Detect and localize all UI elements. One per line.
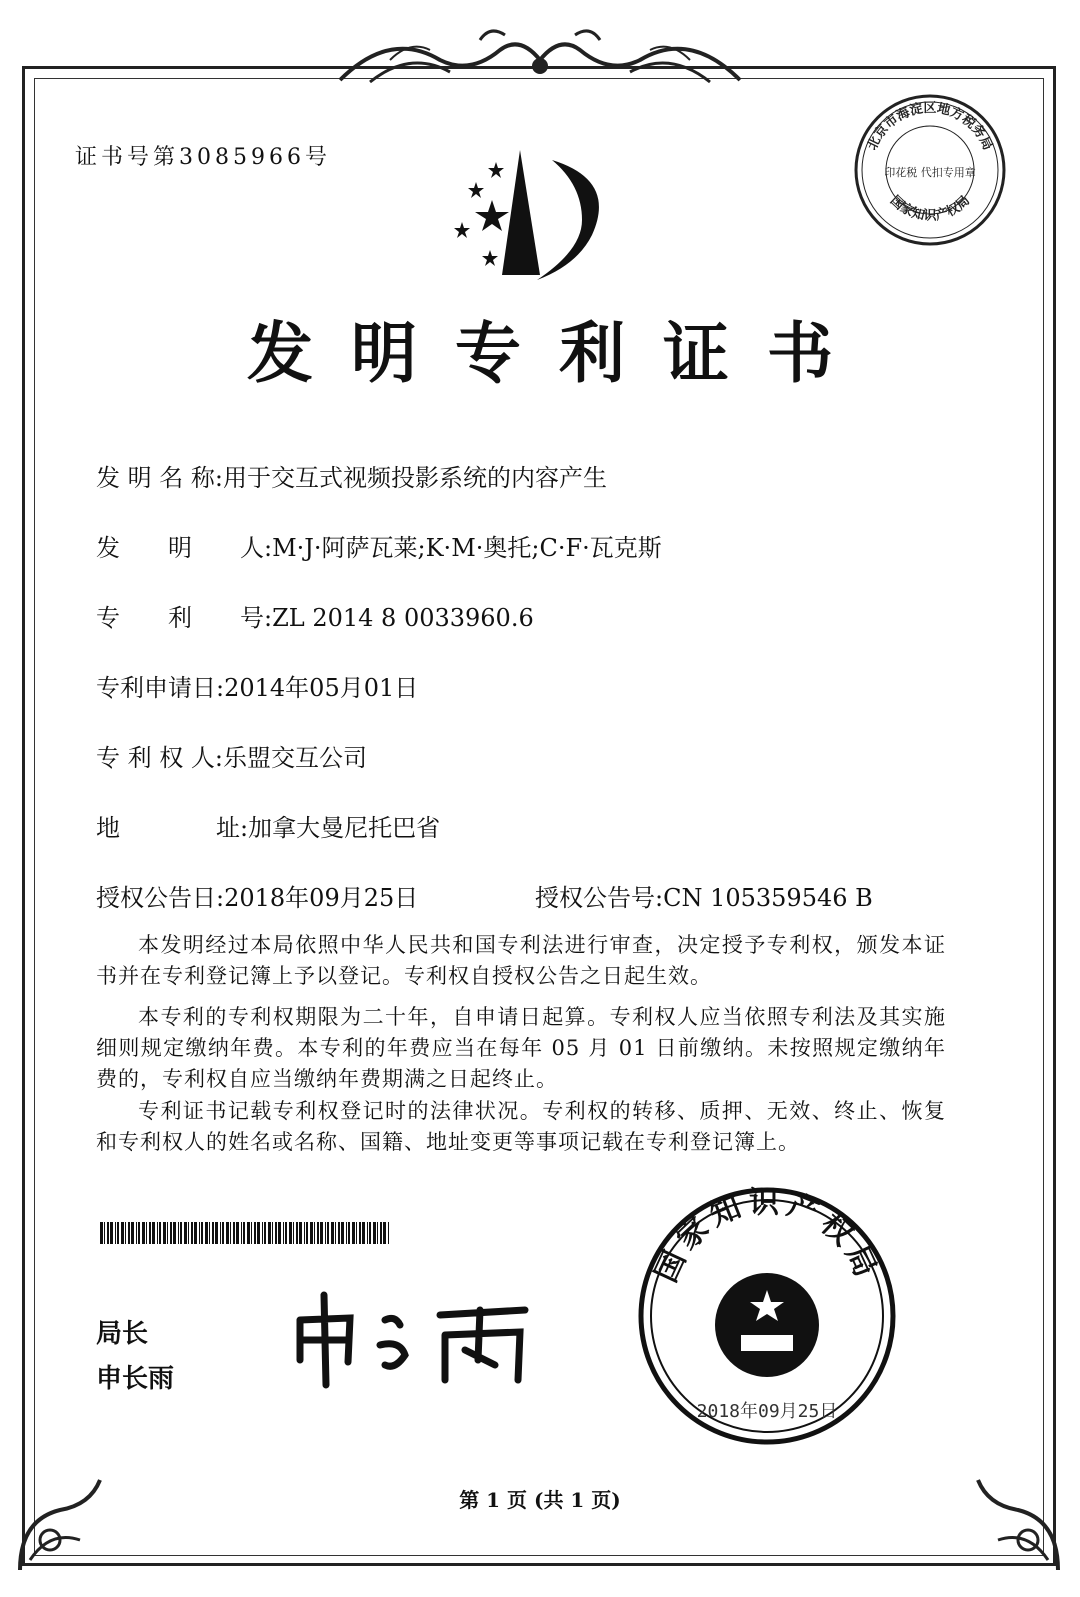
- barcode-bar: [346, 1222, 347, 1244]
- barcode-bar: [296, 1222, 298, 1244]
- office-official-seal: [636, 1185, 898, 1447]
- barcode-bar: [325, 1222, 326, 1244]
- director-signature: [280, 1280, 540, 1390]
- barcode-bar: [348, 1222, 350, 1244]
- barcode-bar: [209, 1222, 210, 1244]
- barcode-bar: [100, 1222, 103, 1244]
- barcode-bar: [283, 1222, 284, 1244]
- barcode-bar: [243, 1222, 245, 1244]
- patent-office-emblem-icon: [432, 140, 622, 290]
- barcode-bar: [310, 1222, 313, 1244]
- filing-date-row: [96, 668, 418, 703]
- grant-date-label: 授权公告日:: [96, 884, 225, 912]
- barcode-bar: [117, 1222, 119, 1244]
- barcode-bar: [173, 1222, 176, 1244]
- barcode-bar: [373, 1222, 376, 1244]
- tax-seal-bottom-text: 国家知识产权局: [886, 193, 974, 224]
- tax-stamp-seal: [850, 90, 1010, 250]
- barcode-bar: [278, 1222, 281, 1244]
- director-name: 申长雨: [96, 1364, 175, 1394]
- barcode: [100, 1222, 392, 1244]
- grant-date-value: 2018年09月25日: [224, 884, 419, 912]
- barcode-bar: [241, 1222, 242, 1244]
- invention-name-label: 发 明 名 称:: [96, 464, 223, 492]
- patent-number-label: 专 利 号:: [96, 604, 273, 632]
- address-row: [96, 808, 440, 843]
- barcode-bar: [222, 1222, 224, 1244]
- barcode-bar: [167, 1222, 168, 1244]
- patentee-value: 乐盟交互公司: [222, 744, 367, 772]
- barcode-bar: [110, 1222, 113, 1244]
- barcode-bar: [335, 1222, 336, 1244]
- barcode-bar: [380, 1222, 382, 1244]
- address-label: 地 址:: [96, 814, 249, 842]
- barcode-bar: [136, 1222, 137, 1244]
- barcode-bar: [199, 1222, 200, 1244]
- grant-date-row: [96, 878, 418, 913]
- address-value: 加拿大曼尼托巴省: [248, 814, 441, 842]
- patentee-label: 专 利 权 人:: [96, 744, 223, 772]
- tax-seal-center-text: 印花税 代扣专用章: [884, 166, 976, 179]
- barcode-bar: [289, 1222, 292, 1244]
- certificate-number: 证书号第3085966号: [75, 145, 331, 170]
- barcode-bar: [369, 1222, 371, 1244]
- barcode-bar: [247, 1222, 250, 1244]
- page-title: 发明专利证书: [247, 314, 871, 392]
- filing-date-label: 专利申请日:: [96, 674, 225, 702]
- patent-number-value: ZL 2014 8 0033960.6: [272, 604, 534, 632]
- barcode-bar: [226, 1222, 229, 1244]
- barcode-bar: [275, 1222, 277, 1244]
- inventor-label: 发 明 人:: [96, 534, 273, 562]
- barcode-bar: [236, 1222, 239, 1244]
- barcode-bar: [359, 1222, 361, 1244]
- barcode-bar: [184, 1222, 187, 1244]
- barcode-bar: [327, 1222, 329, 1244]
- barcode-bar: [254, 1222, 256, 1244]
- barcode-bar: [230, 1222, 231, 1244]
- barcode-bar: [170, 1222, 172, 1244]
- barcode-bar: [285, 1222, 287, 1244]
- barcode-bar: [157, 1222, 158, 1244]
- barcode-bar: [388, 1222, 389, 1244]
- barcode-bar: [152, 1222, 155, 1244]
- paragraph-term: 本专利的专利权期限为二十年，自申请日起算。专利权人应当依照专利法及其实施细则规定缴纳年费。本专利的年费应当在每年 05 月 01 日前缴纳。未按照规定缴纳年费的，专利权自应当缴纳年费期满之日起终止。: [96, 1005, 946, 1091]
- barcode-bar: [178, 1222, 179, 1244]
- barcode-bar: [362, 1222, 365, 1244]
- publication-number-row: [535, 878, 873, 913]
- barcode-bar: [320, 1222, 323, 1244]
- inventor-value: M·J·阿萨瓦莱;K·M·奥托;C·F·瓦克斯: [272, 534, 662, 562]
- page-number: 第 1 页 (共 1 页): [459, 1488, 621, 1512]
- invention-name-value: 用于交互式视频投影系统的内容产生: [222, 464, 607, 492]
- svg-text:国家知识产权局: [887, 192, 973, 223]
- seal-date-text: 2018年09月25日: [696, 1401, 838, 1422]
- barcode-bar: [377, 1222, 378, 1244]
- barcode-bar: [304, 1222, 305, 1244]
- inventor-row: [96, 528, 662, 563]
- barcode-bar: [262, 1222, 263, 1244]
- barcode-bar: [220, 1222, 221, 1244]
- barcode-bar: [306, 1222, 308, 1244]
- invention-name-row: [96, 458, 607, 493]
- barcode-bar: [356, 1222, 357, 1244]
- filing-date-value: 2014年05月01日: [224, 674, 419, 702]
- barcode-bar: [233, 1222, 235, 1244]
- barcode-bar: [367, 1222, 368, 1244]
- barcode-bar: [163, 1222, 166, 1244]
- barcode-bar: [115, 1222, 116, 1244]
- barcode-bar: [131, 1222, 134, 1244]
- barcode-bar: [159, 1222, 161, 1244]
- barcode-bar: [268, 1222, 271, 1244]
- barcode-bar: [201, 1222, 203, 1244]
- patent-number-row: [96, 598, 534, 633]
- barcode-bar: [331, 1222, 334, 1244]
- barcode-bar: [191, 1222, 193, 1244]
- barcode-bar: [215, 1222, 218, 1244]
- barcode-bar: [205, 1222, 208, 1244]
- barcode-bar: [125, 1222, 126, 1244]
- paragraph-legal-status: 专利证书记载专利权登记时的法律状况。专利权的转移、质押、无效、终止、恢复和专利权人的姓名或名称、国籍、地址变更等事项记载在专利登记簿上。: [96, 1099, 946, 1154]
- barcode-bar: [264, 1222, 266, 1244]
- barcode-bar: [317, 1222, 319, 1244]
- barcode-bar: [180, 1222, 182, 1244]
- barcode-bar: [314, 1222, 315, 1244]
- barcode-bar: [194, 1222, 197, 1244]
- publication-number-label: 授权公告号:: [535, 884, 664, 912]
- publication-number-value: CN 105359546 B: [663, 884, 873, 912]
- barcode-bar: [341, 1222, 344, 1244]
- barcode-bar: [104, 1222, 105, 1244]
- director-title: 局长: [96, 1319, 149, 1349]
- top-ornament: [330, 20, 750, 100]
- barcode-bar: [272, 1222, 273, 1244]
- barcode-bar: [149, 1222, 151, 1244]
- barcode-bar: [188, 1222, 189, 1244]
- barcode-bar: [293, 1222, 294, 1244]
- tax-seal-outer-text: 北京市海淀区地方税务局: [864, 101, 996, 153]
- barcode-bar: [128, 1222, 130, 1244]
- barcode-bar: [107, 1222, 109, 1244]
- barcode-bar: [212, 1222, 214, 1244]
- barcode-bar: [338, 1222, 340, 1244]
- seal-ring-text: 国家知识产权局: [648, 1185, 886, 1288]
- barcode-bar: [138, 1222, 140, 1244]
- barcode-bar: [257, 1222, 260, 1244]
- barcode-bar: [251, 1222, 252, 1244]
- barcode-bar: [383, 1222, 386, 1244]
- patentee-row: [96, 738, 367, 773]
- svg-text:国家知识产权局: [649, 1186, 886, 1288]
- barcode-bar: [121, 1222, 124, 1244]
- barcode-bar: [299, 1222, 302, 1244]
- paragraph-grant: 本发明经过本局依照中华人民共和国专利法进行审查，决定授予专利权，颁发本证书并在专利登记簿上予以登记。专利权自授权公告之日起生效。: [96, 933, 946, 988]
- barcode-bar: [146, 1222, 147, 1244]
- barcode-bar: [142, 1222, 145, 1244]
- barcode-bar: [352, 1222, 355, 1244]
